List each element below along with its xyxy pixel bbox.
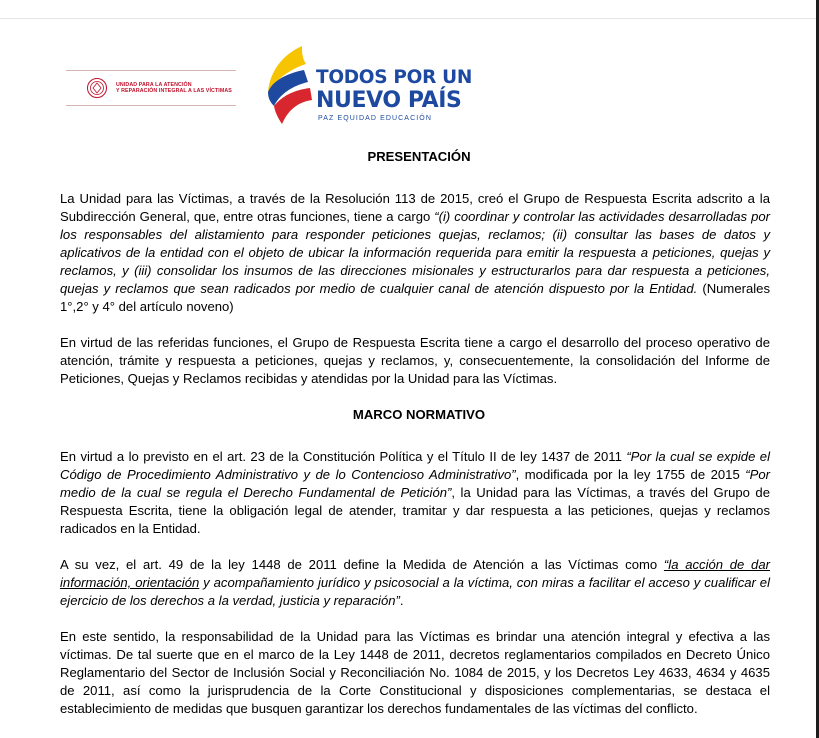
unidad-logo-line-1: UNIDAD PARA LA ATENCIÓN [116,81,192,88]
marco-paragraph-1 [60,448,770,538]
campaign-line-1: TODOS POR UN [316,67,473,88]
campaign-line-2: NUEVO PAÍS [316,88,462,113]
marco-p2-text-a: A su vez, el art. 49 de la ley 1448 de 2011 define la Medida de Atención a las Víctimas como [60,557,664,572]
marco-normativo-heading: MARCO NORMATIVO [352,407,486,422]
todos-por-un-nuevo-pais-logo [262,42,473,128]
presentacion-paragraph-1 [60,190,770,316]
marco-p2-quote: y acompañamiento jurídico y psicosocial a la víctima, con miras a facilitar el acceso y cualificar el ejercicio de los derechos a la verdad, justicia y reparación” [60,575,770,608]
marco-p1-quote-1: “Por la cual se expide el Código de Procedimiento Administrativo y de lo Contencioso Administrativo” [60,449,770,482]
marco-p1-text-e: , la Unidad para las Víctimas, a través del Grupo de Respuesta Escrita, tiene la obligación legal de atender, tramitar y dar respuesta a las peticiones, quejas y reclamos radicados en la Entidad. [60,485,770,536]
presentacion-p1-quote: “(i) coordinar y controlar las actividades desarrolladas por los responsables del alistamiento para responder peticiones quejas, reclamos; (ii) consultar las bases de datos y aplicativos de la entidad con el objeto de ubicar la información requerida para emitir la respuesta a peticiones, quejas y reclamos, y (iii) consolidar los insumos de las direcciones misionales y estructurarlos para dar respuesta a peticiones, quejas y reclamos que sean radicados por medio de cualquier canal de atención dispuesto por la Entidad. [60,209,770,296]
campaign-tagline: PAZ EQUIDAD EDUCACIÓN [318,115,432,122]
colombia-seal-icon [86,77,108,99]
marco-paragraph-3: En este sentido, la responsabilidad de la Unidad para las Víctimas es brindar una atención integral y efectiva a las víctimas. De tal suerte que en el marco de la Ley 1448 de 2011, decretos reglamentarios compilados en Decreto Único Reglamentario del Sector de Inclusión Social y Reconciliación No. 1084 de 2015, y los Decretos Ley 4633, 4634 y 4635 de 2011, así como la jurisprudencia de la Corte Constitucional y disposiciones complementarias, se destaca el establecimiento de medidas que busquen garantizar los derechos fundamentales de las víctimas del conflicto. [60,629,770,716]
flag-swoosh-icon [262,42,322,128]
marco-p2-underlined-quote: “la acción de dar información, orientación [60,557,770,590]
presentacion-p1-text: La Unidad para las Víctimas, a través de la Resolución 113 de 2015, creó el Grupo de Respuesta Escrita adscrito a la Subdirección General, que, entre otras funciones, tiene a cargo [60,191,770,224]
document-header [0,40,816,140]
presentacion-heading: PRESENTACIÓN [367,149,471,164]
marco-p2-text-d: . [399,593,404,608]
unidad-victimas-logo [66,70,236,106]
marco-p1-quote-2: “Por medio de la cual se regula el Derecho Fundamental de Petición” [60,467,770,500]
marco-p1-text-c: , modificada por la ley 1755 de 2015 [515,467,746,482]
unidad-logo-line-2: Y REPARACIÓN INTEGRAL A LAS VÍCTIMAS [116,88,232,94]
presentacion-paragraph-2: En virtud de las referidas funciones, el Grupo de Respuesta Escrita tiene a cargo el desarrollo del proceso operativo de atención, trámite y respuesta a peticiones, quejas y reclamos, y, consecuentemente, la consolidación del Informe de Peticiones, Quejas y Reclamos recibidas y atendidas por la Unidad para las Víctimas. [60,335,770,386]
marco-paragraph-2 [60,556,770,610]
document-body [60,148,770,718]
marco-p1-text-a: En virtud a lo previsto en el art. 23 de la Constitución Política y el Título II de ley 1437 de 2011 [60,449,627,464]
unidad-logo-text [116,82,232,95]
window-top-bar [0,0,819,18]
top-divider [0,18,816,19]
presentacion-p1-reference: (Numerales 1°,2° y 4° del artículo noveno) [60,281,771,314]
